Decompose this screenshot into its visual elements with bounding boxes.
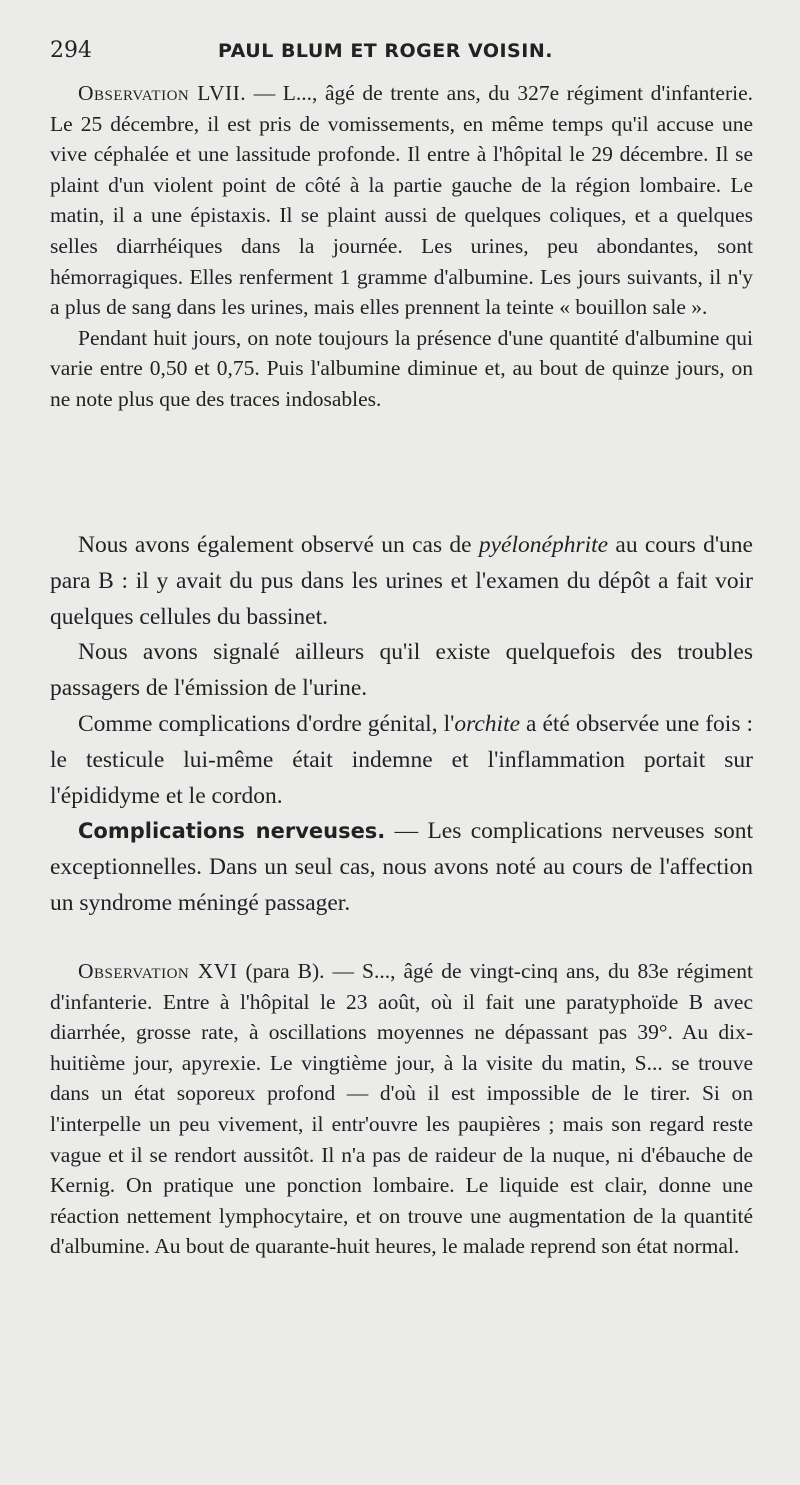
paragraph-orchite-start: Comme complications d'ordre génital, l' [78,710,455,737]
observation-lvii [50,78,753,415]
paragraph-pyelonephrite-start: Nous avons également observé un cas de [78,532,479,558]
paragraph-pyelonephrite-end: au cours d'une para B : il y avait du pus dans les urines et l'examen du dépôt a fait voir quelques cellules du bassinet. [50,532,753,630]
page-number: 294 [50,38,92,63]
paragraph-troubles: Nous avons signalé ailleurs qu'il existe quelquefois des troubles passagers de l'émission de l'urine. [50,639,753,702]
observation-lvii-label: Observation LVII. [78,81,247,105]
observation-xvi-label: Observation XVI [78,959,238,983]
observation-xvi [50,956,753,1262]
running-head: PAUL BLUM ET ROGER VOISIN. [218,40,553,62]
term-orchite: orchite [454,710,521,737]
paragraph-pyelonephrite [50,528,753,635]
observation-xvi-paragraph [50,956,753,1262]
term-pyelonephrite: pyélonéphrite [478,532,609,558]
paragraph-complications-nerveuses-text: — Les complications nerveuses sont exceptionnelles. Dans un seul cas, nous avons noté au cours de l'affection un syndrome méningé passager. [50,818,753,916]
observation-lvii-paragraph-2: Pendant huit jours, on note toujours la présence d'une quantité d'albumine qui varie entre 0,50 et 0,75. Puis l'albumine diminue et, au bout de quinze jours, on ne note plus que des traces indosables. [50,325,753,411]
observation-lvii-paragraph-1 [50,78,753,323]
paragraph-orchite [50,707,753,814]
paragraph-complications-nerveuses [50,814,753,921]
page-header [50,38,750,68]
paragraph-orchite-end: a été observée une fois : le testicule lui-même était indemne et l'inflammation portait sur l'épididyme et le cordon. [50,710,753,809]
section-heading-complications-nerveuses: Complications nerveuses. [78,819,386,844]
observation-xvi-text: (para B). — S..., âgé de vingt-cinq ans, du 83e régiment d'infanterie. Entre à l'hôpital le 23 août, où il fait une paratyphoïde B avec diarrhée, grosse rate, à oscillations moyennes ne dépassant pas 39°. Au dix-huitième jour, apyrexie. Le vingtième jour, à la visite du matin, S... se trouve dans un état soporeux profond — d'où il est impossible de le tirer. Si on l'interpelle un peu vivement, il entr'ouvre les paupières ; mais son regard reste vague et il se rendort aussitôt. Il n'a pas de raideur de la nuque, ni d'ébauche de Kernig. On pratique une ponction lombaire. Le liquide est clair, donne une réaction nettement lymphocytaire, et on trouve une augmentation de la quantité d'albumine. Au bout de quarante-huit heures, le malade reprend son état normal. [50,959,753,1259]
observation-lvii-text: — L..., âgé de trente ans, du 327e régiment d'infanterie. Le 25 décembre, il est pris de vomissements, en même temps qu'il accuse une vive céphalée et une lassitude profonde. Il entre à l'hôpital le 29 décembre. Il se plaint d'un violent point de côté à la partie gauche de la région lombaire. Le matin, il a une épistaxis. Il se plaint aussi de quelques coliques, et a quelques selles diarrhéiques dans la journée. Les urines, peu abondantes, sont hémorragiques. Elles renferment 1 gramme d'albumine. Les jours suivants, il n'y a plus de sang dans les urines, mais elles prennent la teinte « bouillon sale ». [50,81,753,320]
main-text [50,528,753,922]
